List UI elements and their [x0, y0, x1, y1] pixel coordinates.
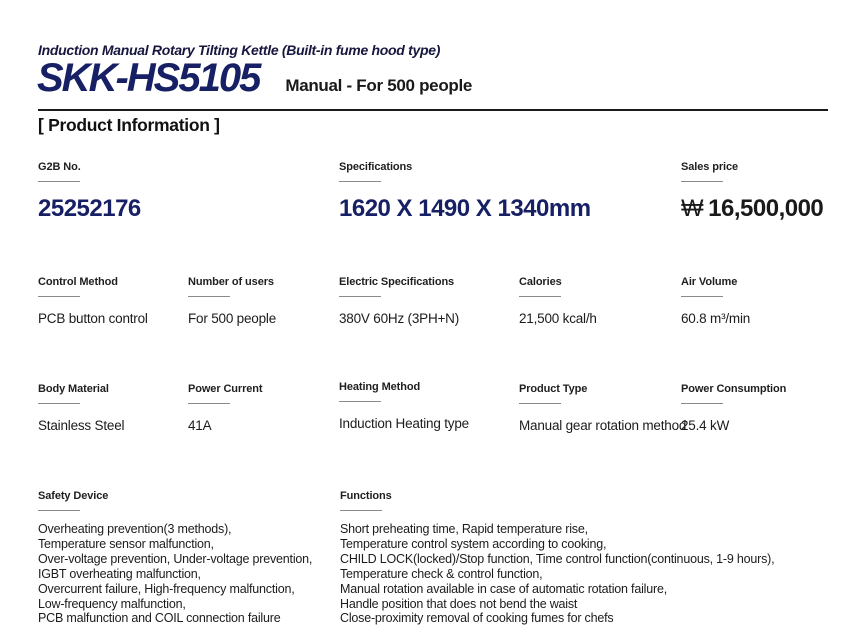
body-material-label: Body Material: [38, 383, 109, 395]
product-subtitle: Induction Manual Rotary Tilting Kettle (Built-in fume hood type): [38, 42, 441, 58]
power-current-label: Power Current: [188, 383, 263, 395]
body-material-value: Stainless Steel: [38, 418, 125, 433]
g2b-no-value: 25252176: [38, 195, 141, 222]
capacity-text: Manual - For 500 people: [285, 76, 473, 95]
field-safety-device: [38, 490, 312, 626]
field-power-consumption: [681, 383, 786, 434]
model-number: SKK-HS5105: [37, 56, 260, 100]
safety-device-label: Safety Device: [38, 490, 109, 502]
field-product-type: [519, 383, 686, 434]
control-method-label: Control Method: [38, 276, 118, 288]
title-row: [37, 55, 472, 101]
functions-label: Functions: [340, 490, 392, 502]
air-volume-value: 60.8 m³/min: [681, 311, 751, 326]
product-type-value: Manual gear rotation method: [519, 418, 687, 433]
list-line: Overheating prevention(3 methods),: [38, 522, 232, 536]
power-consumption-label: Power Consumption: [681, 383, 787, 395]
section-title: [ Product Information ]: [38, 115, 220, 135]
number-of-users-label: Number of users: [188, 276, 274, 288]
sales-price-value: [681, 195, 823, 223]
field-body-material: [38, 383, 124, 434]
label-underline: [681, 403, 723, 404]
g2b-no-label: G2B No.: [38, 161, 81, 173]
label-underline: [188, 403, 230, 404]
field-control-method: [38, 276, 148, 327]
list-line: IGBT overheating malfunction,: [38, 566, 201, 581]
field-air-volume: [681, 276, 750, 327]
list-line: Manual rotation available in case of automatic rotation failure,: [340, 581, 667, 596]
electric-specifications-value: 380V 60Hz (3PH+N): [339, 311, 460, 326]
list-line: Handle position that does not bend the waist: [340, 596, 578, 611]
air-volume-label: Air Volume: [681, 276, 738, 288]
label-underline: [339, 401, 381, 402]
label-underline: [38, 181, 80, 182]
label-underline: [519, 296, 561, 297]
field-g2b-no: [38, 161, 141, 223]
electric-specifications-label: Electric Specifications: [339, 276, 455, 288]
calories-label: Calories: [519, 276, 562, 288]
sales-price-label: Sales price: [681, 161, 738, 173]
safety-device-list: [38, 522, 312, 626]
field-functions: [340, 490, 774, 626]
field-power-current: [188, 383, 263, 434]
label-underline: [188, 296, 230, 297]
label-underline: [38, 296, 80, 297]
product-type-label: Product Type: [519, 383, 588, 395]
power-consumption-value: 25.4 kW: [681, 418, 730, 433]
field-heating-method: [339, 381, 469, 432]
control-method-value: PCB button control: [38, 311, 148, 326]
field-electric-specifications: [339, 276, 459, 327]
label-underline: [38, 510, 80, 511]
field-calories: [519, 276, 597, 327]
heating-method-value: Induction Heating type: [339, 416, 469, 431]
label-underline: [681, 181, 723, 182]
list-line: Close-proximity removal of cooking fumes for chefs: [340, 611, 614, 626]
field-sales-price: [681, 161, 823, 223]
list-line: PCB malfunction and COIL connection failure: [38, 611, 281, 626]
list-line: Short preheating time, Rapid temperature rise,: [340, 522, 588, 536]
label-underline: [339, 181, 381, 182]
list-line: Over-voltage prevention, Under-voltage prevention,: [38, 551, 313, 566]
label-underline: [519, 403, 561, 404]
power-current-value: 41A: [188, 418, 212, 433]
label-underline: [339, 296, 381, 297]
list-line: Temperature control system according to cooking,: [340, 536, 607, 551]
list-line: Temperature sensor malfunction,: [38, 536, 214, 551]
label-underline: [340, 510, 382, 511]
header-divider: [38, 109, 828, 111]
specifications-value: 1620 X 1490 X 1340mm: [339, 195, 591, 222]
list-line: CHILD LOCK(locked)/Stop function, Time control function(continuous, 1-9 hours),: [340, 551, 775, 566]
sales-price-amount: 16,500,000: [708, 195, 824, 222]
won-currency-symbol: ₩: [681, 195, 704, 222]
list-line: Temperature check & control function,: [340, 566, 543, 581]
list-line: Overcurrent failure, High-frequency malfunction,: [38, 581, 295, 596]
calories-value: 21,500 kcal/h: [519, 311, 597, 326]
specifications-label: Specifications: [339, 161, 413, 173]
field-specifications: [339, 161, 591, 223]
functions-list: [340, 522, 774, 626]
list-line: Low-frequency malfunction,: [38, 596, 186, 611]
number-of-users-value: For 500 people: [188, 311, 277, 326]
heating-method-label: Heating Method: [339, 381, 421, 393]
label-underline: [681, 296, 723, 297]
field-number-of-users: [188, 276, 276, 327]
label-underline: [38, 403, 80, 404]
